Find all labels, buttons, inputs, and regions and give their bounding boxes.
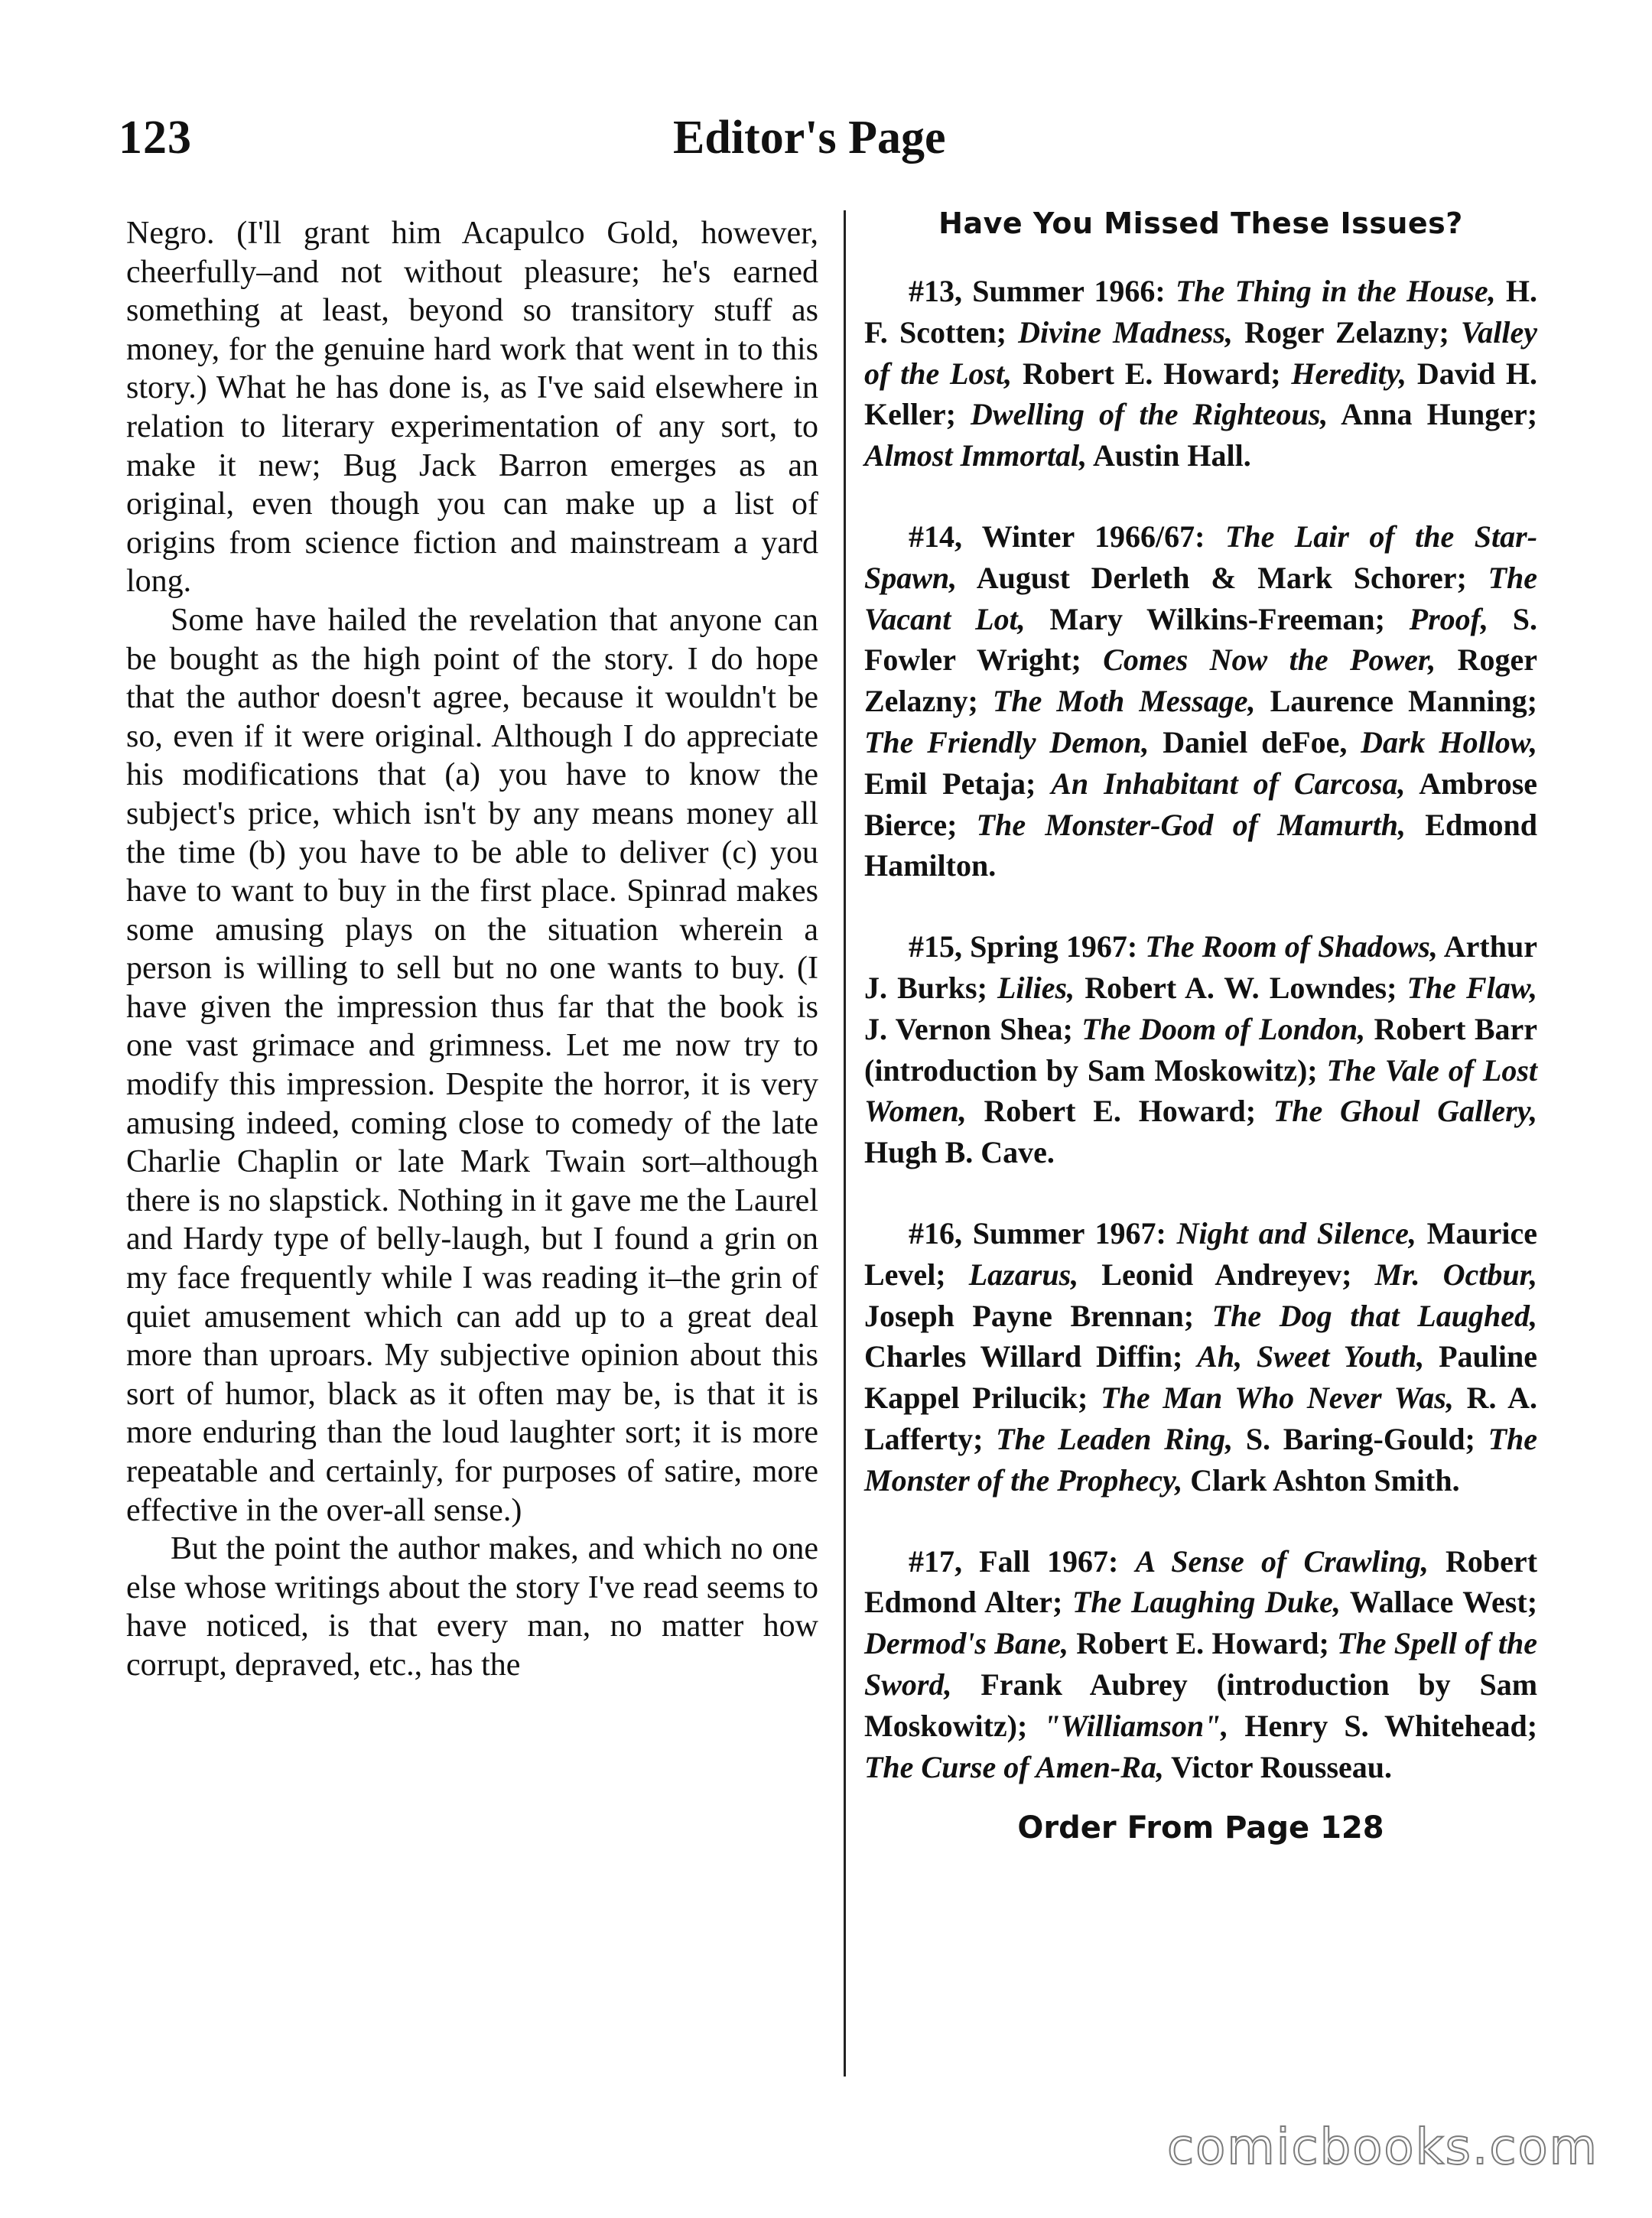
story-title: The Thing in the House, bbox=[1176, 274, 1496, 308]
story-author: Leonid Andreyev; bbox=[1101, 1257, 1352, 1292]
story-author: J. Vernon Shea; bbox=[864, 1011, 1073, 1046]
story-author: S. Fowler Wright; bbox=[864, 601, 1538, 678]
issue-entry bbox=[864, 516, 1537, 886]
story-author: Victor Rousseau. bbox=[1171, 1749, 1393, 1784]
watermark-logo: comicbooks.com bbox=[1166, 2119, 1598, 2176]
story-title: The Dog that Laughed, bbox=[1211, 1298, 1537, 1333]
story-title: Mr. Octbur, bbox=[1374, 1257, 1538, 1292]
story-author: Austin Hall. bbox=[1092, 438, 1251, 473]
story-title: "Williamson", bbox=[1043, 1708, 1229, 1743]
order-footer: Order From Page 128 bbox=[1017, 1810, 1384, 1846]
story-author: Wallace West; bbox=[1349, 1585, 1538, 1620]
story-title: Proof, bbox=[1409, 601, 1488, 636]
story-author: Mary Wilkins-Freeman; bbox=[1049, 601, 1385, 636]
story-author: Ambrose Bierce; bbox=[864, 766, 1538, 842]
story-author: Henry S. Whitehead; bbox=[1244, 1708, 1538, 1743]
story-author: Charles Willard Diffin; bbox=[864, 1339, 1183, 1374]
issue-heading: #17, Fall 1967: bbox=[909, 1543, 1119, 1579]
story-author: Robert E. Howard; bbox=[984, 1094, 1257, 1129]
story-title: Heredity, bbox=[1291, 356, 1407, 391]
story-author: Joseph Payne Brennan; bbox=[864, 1298, 1195, 1333]
story-title: The Leaden Ring, bbox=[996, 1421, 1234, 1456]
issue-entry bbox=[864, 271, 1537, 476]
story-title: The Spell of the Sword, bbox=[864, 1626, 1537, 1702]
issue-heading: #16, Summer 1967: bbox=[909, 1215, 1166, 1250]
story-author: Anna Hunger; bbox=[1341, 397, 1538, 432]
page-number: 123 bbox=[119, 112, 192, 164]
story-title: The Laughing Duke, bbox=[1072, 1585, 1341, 1620]
story-author: Roger Zelazny; bbox=[1244, 314, 1449, 350]
story-author: H. F. Scotten; bbox=[864, 274, 1537, 350]
story-title: The Ghoul Gallery, bbox=[1273, 1094, 1537, 1129]
issues-list bbox=[864, 271, 1537, 1787]
story-title: An Inhabitant of Carcosa, bbox=[1051, 766, 1406, 801]
sidebar-heading: Have You Missed These Issues? bbox=[938, 207, 1463, 240]
story-title: The Doom of London, bbox=[1081, 1011, 1366, 1046]
story-title: The Vacant Lot, bbox=[864, 560, 1537, 636]
story-title: The Flaw, bbox=[1406, 970, 1538, 1005]
article-paragraph: But the point the author makes, and which no one else whose writings about the story I've read seems to have noticed, is that every man, no matter how corrupt, depraved, etc., has the bbox=[126, 1531, 818, 1683]
story-title: A Sense of Crawling, bbox=[1135, 1543, 1429, 1579]
story-title: The Vale of Lost Women, bbox=[864, 1052, 1538, 1129]
story-author: Maurice Level; bbox=[864, 1215, 1537, 1292]
column-divider bbox=[844, 210, 846, 2077]
story-title: Dermod's Bane, bbox=[864, 1626, 1068, 1661]
story-author: Frank Aubrey (introduction by Sam Moskowitz); bbox=[864, 1667, 1538, 1743]
story-title: Divine Madness, bbox=[1018, 314, 1233, 350]
story-title: Dark Hollow, bbox=[1361, 724, 1537, 759]
story-author: Robert Edmond Alter; bbox=[864, 1543, 1538, 1620]
story-title: The Moth Message, bbox=[992, 684, 1256, 719]
article-paragraph: Negro. (I'll grant him Acapulco Gold, however, cheerfully–and not without pleasure; he's earned something at least, beyond so transitory stuff as money, for the genuine hard work that went in to this story.) What he has done is, as I've said elsewhere in relation to literary experimentation of any sort, to make it new; Bug Jack Barron emerges as an original, even though you can make up a list of origins from science fiction and mainstream a yard long. bbox=[126, 216, 818, 600]
back-issues-sidebar bbox=[864, 207, 1537, 1846]
story-author: Pauline Kappel Prilucik; bbox=[864, 1339, 1538, 1416]
story-title: The Friendly Demon, bbox=[864, 724, 1150, 759]
issue-heading: #13, Summer 1966: bbox=[909, 274, 1166, 308]
article-paragraph: Some have hailed the revelation that anyone can be bought as the high point of the story. I do hope that the author doesn't agree, because it wouldn't be so, even if it were original. Although I do appreciate his modifications that (a) you have to know the subject's price, which isn't by any means money all the time (b) you have to be able to deliver (c) you have to want to buy in the first place. Spinrad makes some amusing plays on the situation wherein a person is willing to sell but no one wants to buy. (I have given the impression thus far that the book is one vast grimace and grimness. Let me now try to modify this impression. Despite the horror, it is very amusing indeed, coming close to comedy of the late Charlie Chaplin or late Mark Twain sort–although there is no slapstick. Nothing in it gave me the Laurel and Hardy type of belly-laugh, but I found a grin on my face frequently while I was reading it–the grin of quiet amusement which can add up to a great deal more than uproars. My subjective opinion about this sort of humor, black as it often may be, is that it is more enduring than the loud laughter sort; it is more repeatable and certainly, for purposes of satire, more effective in the over-all sense.) bbox=[126, 602, 818, 1528]
issue-heading: #14, Winter 1966/67: bbox=[909, 519, 1205, 554]
story-title: Dwelling of the Righteous, bbox=[971, 397, 1328, 432]
story-author: Hugh B. Cave. bbox=[864, 1135, 1055, 1170]
story-title: The Curse of Amen-Ra, bbox=[864, 1749, 1164, 1784]
story-title: Lazarus, bbox=[968, 1257, 1079, 1292]
issue-entry bbox=[864, 1213, 1537, 1501]
story-author: Arthur J. Burks; bbox=[864, 929, 1537, 1005]
story-title: The Monster of the Prophecy, bbox=[864, 1421, 1537, 1498]
story-author: Roger Zelazny; bbox=[864, 642, 1538, 719]
story-author: August Derleth & Mark Schorer; bbox=[976, 560, 1467, 595]
story-author: R. A. Lafferty; bbox=[864, 1381, 1537, 1456]
issue-entry bbox=[864, 926, 1537, 1173]
story-title: Valley of the Lost, bbox=[864, 314, 1538, 391]
story-title: Ah, Sweet Youth, bbox=[1197, 1339, 1425, 1374]
story-author: Daniel deFoe, bbox=[1163, 724, 1348, 759]
story-author: David H. Keller; bbox=[864, 356, 1538, 432]
issue-entry bbox=[864, 1541, 1537, 1788]
story-title: The Monster-God of Mamurth, bbox=[976, 807, 1406, 842]
story-author: Clark Ashton Smith. bbox=[1190, 1462, 1460, 1498]
article-column bbox=[126, 214, 818, 1685]
issue-heading: #15, Spring 1967: bbox=[909, 929, 1138, 964]
story-author: Robert Barr (introduction by Sam Moskowitz); bbox=[864, 1011, 1538, 1088]
story-author: Robert E. Howard; bbox=[1076, 1626, 1329, 1661]
story-title: The Room of Shadows, bbox=[1145, 929, 1438, 964]
story-title: Almost Immortal, bbox=[864, 438, 1088, 473]
story-title: Night and Silence, bbox=[1176, 1215, 1416, 1250]
story-title: Comes Now the Power, bbox=[1103, 642, 1436, 678]
story-author: Emil Petaja; bbox=[864, 766, 1036, 801]
page-title: Editor's Page bbox=[673, 112, 946, 164]
story-author: S. Baring-Gould; bbox=[1245, 1421, 1475, 1456]
story-author: Edmond Hamilton. bbox=[864, 807, 1538, 883]
story-title: Lilies, bbox=[997, 970, 1075, 1005]
story-author: Robert A. W. Lowndes; bbox=[1085, 970, 1397, 1005]
story-title: The Lair of the Star-Spawn, bbox=[864, 519, 1538, 595]
story-author: Laurence Manning; bbox=[1270, 684, 1537, 719]
story-title: The Man Who Never Was, bbox=[1101, 1381, 1454, 1416]
story-author: Robert E. Howard; bbox=[1022, 356, 1281, 391]
